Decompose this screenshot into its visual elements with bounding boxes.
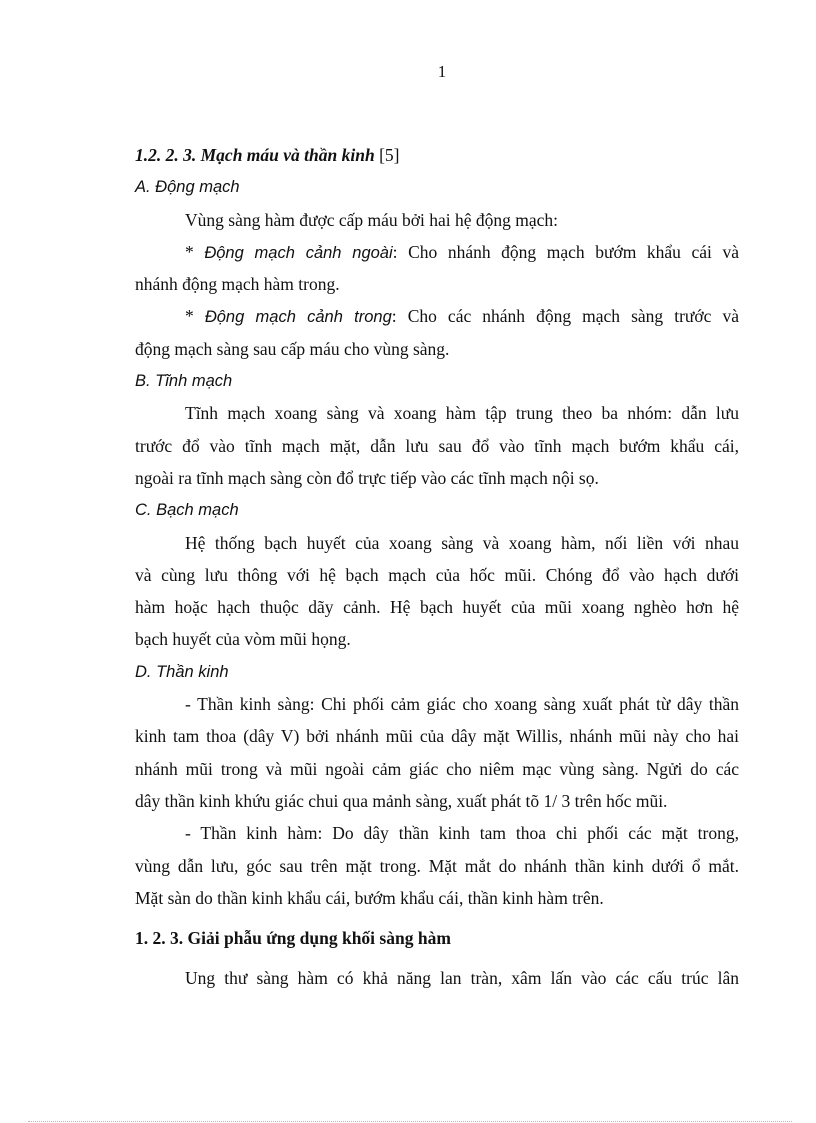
paragraph-line — [135, 236, 739, 268]
section-heading-ref: [5] — [374, 145, 400, 165]
document-body — [135, 139, 739, 995]
term-external-carotid: Động mạch cảnh ngoài — [204, 243, 393, 262]
section-heading-2: 1. 2. 3. Giải phẫu ứng dụng khối sàng hàm — [135, 928, 451, 949]
page-bottom-rule — [28, 1121, 792, 1122]
paragraph-line: và cùng lưu thông với hệ bạch mạch của hốc mũi. Chóng đổ vào hạch dưới — [135, 564, 739, 585]
paragraph-line: nhánh mũi trong và mũi ngoài cảm giác cho niêm mạc vùng sàng. Ngửi do các — [135, 758, 739, 779]
subsection-title-arteries: A. Động mạch — [135, 178, 240, 197]
spacer — [135, 954, 739, 962]
bullet-star: * — [185, 241, 205, 262]
paragraph-line: ngoài ra tĩnh mạch sàng còn đổ trực tiếp vào các tĩnh mạch nội sọ. — [135, 467, 599, 488]
paragraph-line: vùng dẫn lưu, góc sau trên mặt trong. Mặt mắt do nhánh thần kinh dưới ổ mắt. — [135, 855, 739, 876]
section-heading — [135, 139, 739, 171]
paragraph-line: Vùng sàng hàm được cấp máu bởi hai hệ động mạch: — [185, 209, 559, 230]
paragraph-line: động mạch sàng sau cấp máu cho vùng sàng. — [135, 338, 450, 359]
subsection-title-veins: B. Tĩnh mạch — [135, 372, 233, 391]
paragraph-line: dây thần kinh khứu giác chui qua mảnh sàng, xuất phát tõ 1/ 3 trên hốc mũi. — [135, 790, 668, 811]
paragraph-line: bạch huyết của vòm mũi họng. — [135, 629, 351, 650]
paragraph-text: : Cho nhánh động mạch bướm khẩu cái và — [392, 241, 739, 262]
paragraph-line: Tĩnh mạch xoang sàng và xoang hàm tập trung theo ba nhóm: dẫn lưu — [185, 403, 739, 424]
bullet-star: * — [185, 306, 205, 327]
paragraph-text: : Cho các nhánh động mạch sàng trước và — [391, 306, 739, 327]
page-number: 1 — [437, 62, 447, 81]
paragraph-line: Mặt sàn do thần kinh khẩu cái, bướm khẩu cái, thần kinh hàm trên. — [135, 887, 604, 908]
paragraph-line: kinh tam thoa (dây V) bởi nhánh mũi của dây mặt Willis, nhánh mũi này cho hai — [135, 726, 739, 747]
paragraph-line: hàm hoặc hạch thuộc dãy cảnh. Hệ bạch huyết của mũi xoang nghèo hơn hệ — [135, 597, 739, 618]
paragraph-line: - Thần kinh hàm: Do dây thần kinh tam thoa chi phối các mặt trong, — [185, 823, 739, 844]
paragraph-line: trước đổ vào tĩnh mạch mặt, dẫn lưu sau đổ vào tĩnh mạch bướm khẩu cái, — [135, 435, 739, 456]
section-heading-title: 1.2. 2. 3. Mạch máu và thần kinh — [135, 145, 375, 165]
paragraph-line: Ung thư sàng hàm có khả năng lan tràn, xâm lấn vào các cấu trúc lân — [185, 968, 739, 989]
paragraph-line: nhánh động mạch hàm trong. — [135, 274, 340, 295]
paragraph-line — [135, 300, 739, 332]
subsection-title-nerves: D. Thần kinh — [135, 662, 229, 681]
paragraph-line: Hệ thống bạch huyết của xoang sàng và xoang hàm, nối liền với nhau — [185, 532, 739, 553]
subsection-title-lymph: C. Bạch mạch — [135, 501, 239, 520]
spacer — [135, 914, 739, 922]
term-internal-carotid: Động mạch cảnh trong — [204, 308, 392, 327]
paragraph-line: - Thần kinh sàng: Chi phối cảm giác cho xoang sàng xuất phát từ dây thần — [185, 694, 739, 715]
